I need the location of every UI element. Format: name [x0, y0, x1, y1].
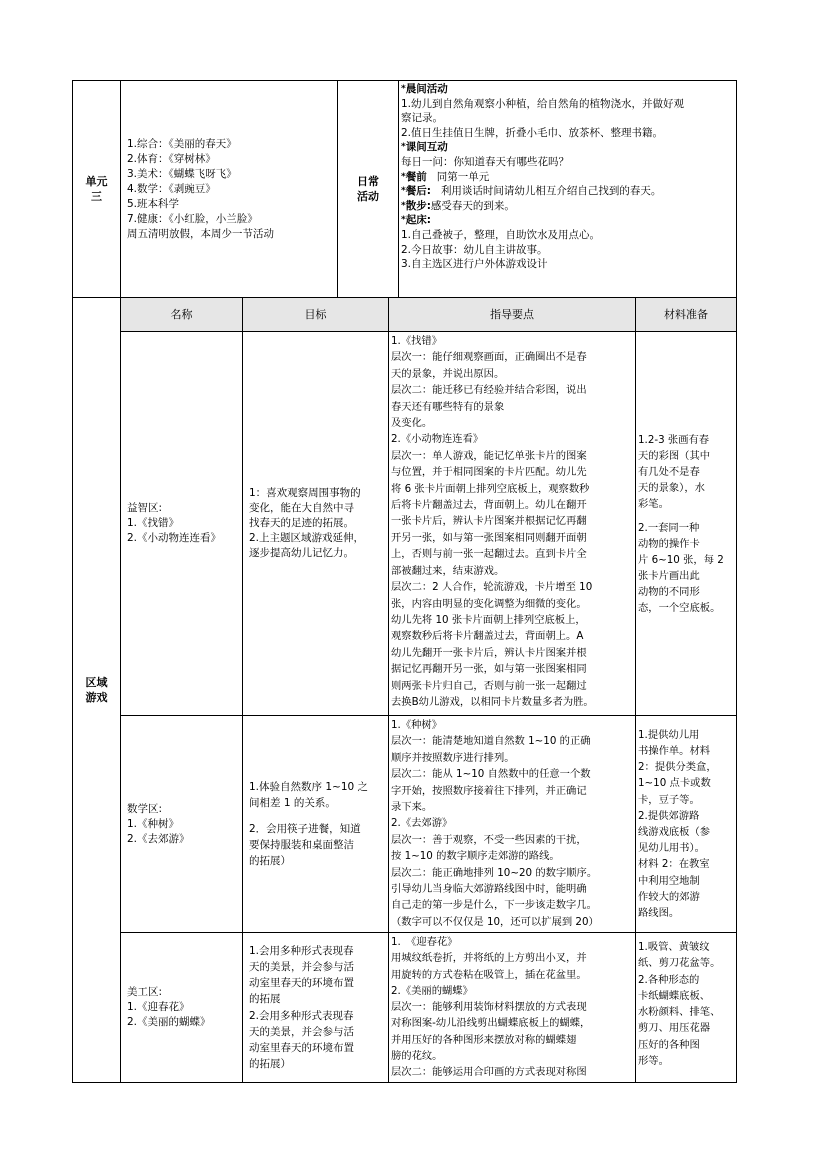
material-line: 剪刀、用压花器	[638, 1022, 711, 1035]
break-title: *课间互动	[401, 141, 448, 154]
material-line: 线游戏底板（参	[638, 826, 711, 838]
guide-line: 2.《美丽的蝴蝶》	[391, 984, 473, 997]
material-line: 压好的各种图	[638, 1038, 700, 1051]
guide-line: 观察数秒后将卡片翻盖过去，背面朝上。A	[391, 630, 584, 643]
area-name-cell	[121, 716, 243, 933]
guide-line: 层次一：单人游戏，能记忆单张卡片的图案	[391, 449, 587, 462]
guide-line: （数字可以不仅仅是 10，还可以扩展到 20）	[391, 915, 599, 928]
course-item: 1.综合：《美丽的春天》	[127, 137, 237, 150]
material-line: 1.吸管、黄皱纹	[638, 941, 710, 953]
course-item: 2.体育：《穿树林》	[127, 152, 216, 165]
break-line: 每日一问：你知道春天有哪些花吗？	[401, 155, 569, 168]
goal-line: 的拓展	[249, 993, 281, 1006]
unit-label-line-1: 单元	[85, 175, 108, 188]
guide-line: 将 6 张卡片面朝上排列空底板上，观察数秒	[391, 482, 590, 495]
material-cell	[636, 933, 737, 1083]
material-line: 卡，豆子等。	[638, 793, 700, 806]
goal-line	[249, 811, 386, 821]
unit-label-cell	[73, 81, 121, 298]
goal-line: 2.会用多种形式表现春	[249, 1009, 354, 1022]
guide-line: 膀的花纹。	[391, 1050, 443, 1063]
area-name-cell	[121, 332, 243, 716]
area-label-line-1: 区域	[85, 676, 108, 689]
table-row	[73, 716, 737, 933]
morning-line: 察记录。	[401, 112, 443, 125]
guide-line: 层次一：能仔细观察画面，正确圈出不是春	[391, 351, 587, 364]
course-item: 7.健康：《小红脸，小兰脸》	[127, 212, 258, 225]
course-item: 5.班本科学	[127, 197, 180, 210]
guide-line: 则两张卡片归自己，否则与前一张一起翻过	[391, 679, 587, 692]
guide-line: 幼儿先翻开一张卡片后，辨认卡片图案并根	[391, 646, 587, 659]
goal-line: 1.会用多种形式表现春	[249, 944, 354, 957]
material-line: 天的彩图（其中	[638, 449, 711, 462]
material-line: 动物的操作卡	[638, 537, 700, 550]
guide-line: 1. 《迎春花》	[391, 936, 458, 948]
guide-cell	[389, 933, 636, 1083]
area-name-line: 数学区:	[127, 802, 163, 815]
material-line: 张卡片画出此	[638, 569, 700, 582]
area-name-line: 益智区:	[127, 502, 163, 514]
header-material: 材料准备	[636, 298, 737, 332]
guide-line: 与位置，并于相同图案的卡片匹配。幼儿先	[391, 466, 587, 479]
guide-line: 及变化。	[391, 417, 433, 430]
guide-line: 用旋转的方式卷粘在吸管上，插在花盆里。	[391, 968, 587, 981]
material-line: 1.提供幼儿用	[638, 728, 700, 741]
guide-line: 层次二：能从 1~10 自然数中的任意一个数	[391, 768, 591, 781]
material-line: 作较大的郊游	[638, 890, 700, 903]
goal-line: 要保持服装和桌面整洁	[249, 839, 354, 851]
material-cell	[636, 332, 737, 716]
unit-schedule-table	[72, 80, 737, 298]
area-name-line: 1.《迎春花》	[127, 1001, 190, 1013]
guide-line: 层次一：能清楚地知道自然数 1~10 的正确	[391, 735, 591, 748]
guide-line: 引导幼儿当身临大郊游路线图中时，能明确	[391, 883, 587, 896]
guide-line: 自己走的第一步是什么，下一步该走数字几。	[391, 899, 597, 912]
guide-line: 部被翻过来，结束游戏。	[391, 564, 505, 577]
daily-label-line-1: 日常	[357, 175, 379, 188]
wake-line: 1.自己叠被子，整理，自助饮水及用点心。	[401, 228, 601, 241]
material-line: 见幼儿用书）。	[638, 842, 705, 855]
goal-line: 的拓展）	[249, 855, 291, 867]
guide-cell	[389, 332, 636, 716]
material-line: 纸、剪刀花盆等。	[638, 957, 721, 970]
header-name: 名称	[121, 298, 243, 332]
goal-line: 动室里春天的环境布置	[249, 1041, 354, 1054]
header-guide: 指导要点	[389, 298, 636, 332]
area-name-line: 1.《找错》	[127, 517, 180, 529]
guide-line: 按 1~10 的数字顺序走郊游的路线。	[391, 850, 560, 863]
course-item: 3.美术：《蝴蝶飞呀飞》	[127, 167, 237, 180]
goal-line: 2.上主题区域游戏延伸，	[249, 532, 365, 544]
material-line: 彩笔。	[638, 497, 669, 510]
guide-line: 2.《去郊游》	[391, 817, 453, 830]
walk-line: *散步:感受春天的到来。	[401, 199, 515, 212]
guide-line: 对称图案-幼儿沿线剪出蝴蝶底板上的蝴蝶，	[391, 1017, 591, 1030]
guide-line: 张，内容由明显的变化调整为细微的变化。	[391, 597, 587, 610]
material-line: 1.2-3 张画有春	[638, 433, 710, 446]
area-games-table	[72, 297, 737, 1083]
area-name-line: 1.《种树》	[127, 817, 180, 830]
goal-line: 1.体验自然数序 1~10 之	[249, 781, 369, 793]
course-item: 周五清明放假，本周少一节活动	[127, 227, 274, 240]
guide-cell	[389, 716, 636, 933]
area-name-line: 美工区:	[127, 986, 163, 998]
material-line: 片 6~10 张，每 2	[638, 553, 724, 566]
guide-line: 去换B幼儿游戏，以相同卡片数量多者为胜。	[391, 695, 594, 708]
material-line: 态，一个空底板。	[638, 601, 721, 614]
guide-line: 层次一：能够利用装饰材料摆放的方式表现	[391, 1001, 587, 1014]
wake-title: *起床:	[401, 214, 431, 227]
course-item: 4.数学：《剥豌豆》	[127, 182, 216, 195]
daily-label-cell	[338, 81, 399, 298]
daily-activities-cell	[399, 81, 737, 298]
area-label-cell	[73, 298, 121, 1083]
material-line: 2：提供分类盒，	[638, 761, 717, 774]
area-name-line: 2.《小动物连连看》	[127, 532, 222, 544]
guide-line: 层次二：能够运用合印画的方式表现对称图	[391, 1066, 587, 1079]
material-line: 形等。	[638, 1055, 669, 1068]
goal-line: 变化，能在大自然中寻	[249, 502, 354, 514]
goal-line: 找春天的足迹的拓展。	[249, 517, 354, 529]
course-list-cell	[121, 81, 338, 298]
guide-line: 字开始，按照数序接着往下排列，并正确记	[391, 784, 587, 797]
table-row	[73, 332, 737, 716]
material-line: 中利用空地制	[638, 874, 700, 887]
table-row	[73, 933, 737, 1083]
guide-line: 上，否则与前一张一起翻过去。直到卡片全	[391, 548, 587, 561]
goal-line: 2．会用筷子进餐，知道	[249, 823, 361, 835]
material-line: 天的景象），水	[638, 481, 705, 494]
guide-line: 春天还有哪些特有的景象	[391, 400, 505, 413]
guide-line: 2.《小动物连连看》	[391, 433, 484, 446]
material-line: 2.一套同一种	[638, 521, 700, 534]
material-line: 卡纸蝴蝶底板、	[638, 989, 711, 1002]
goal-line: 逐步提高幼儿记忆力。	[249, 547, 354, 559]
guide-line: 层次二：2 人合作，轮流游戏，卡片增至 10	[391, 581, 593, 594]
wake-line: 2.今日故事：幼儿自主讲故事。	[401, 243, 548, 256]
guide-line: 1.《找错》	[391, 335, 443, 347]
material-line: 1~10 点卡或数	[638, 777, 711, 790]
goal-cell	[243, 716, 389, 933]
morning-line: 1.幼儿到自然角观察小种植，给自然角的植物浇水，并做好观	[401, 97, 685, 110]
daily-label-line-2: 活动	[357, 190, 379, 203]
guide-line: 一张卡片后，辨认卡片图案并根据记忆再翻	[391, 515, 587, 528]
goal-cell	[243, 332, 389, 716]
material-line	[638, 512, 734, 520]
prefood-line: *餐前 同第一单元	[401, 170, 490, 183]
guide-line: 层次二：能迁移已有经验并结合彩图，说出	[391, 384, 587, 397]
guide-line: 1.《种树》	[391, 719, 443, 731]
guide-line: 用城纹纸卷折，并将纸的上方剪出小叉，并	[391, 952, 587, 965]
morning-line: 2.值日生挂值日生牌，折叠小毛巾、放茶杯、整理书籍。	[401, 126, 664, 139]
material-cell	[636, 716, 737, 933]
goal-line: 动室里春天的环境布置	[249, 977, 354, 990]
area-name-cell	[121, 933, 243, 1083]
goal-line: 天的美景，并会参与活	[249, 1025, 354, 1038]
area-label-line-2: 游戏	[85, 691, 108, 704]
material-line: 2.提供郊游路	[638, 809, 700, 822]
wake-line: 3.自主选区进行户外体游戏设计	[401, 258, 548, 271]
goal-line: 的拓展）	[249, 1058, 291, 1071]
material-line: 有几处不是春	[638, 465, 700, 478]
unit-label-line-2: 三	[91, 190, 102, 203]
header-goal: 目标	[243, 298, 389, 332]
area-name-line: 2.《美丽的蝴蝶》	[127, 1016, 211, 1028]
material-line: 动物的不同形	[638, 585, 700, 598]
guide-line: 开另一张，如与第一张图案相同则翻开面朝	[391, 531, 587, 544]
goal-cell	[243, 933, 389, 1083]
material-line: 2.各种形态的	[638, 973, 700, 986]
guide-line: 后将卡片翻盖过去，背面朝上。幼儿在翻开	[391, 499, 587, 512]
guide-line: 天的景象，并说出原因。	[391, 367, 505, 380]
material-line: 书操作单。材料	[638, 744, 711, 757]
material-line: 水粉颜料、排笔、	[638, 1006, 721, 1019]
material-line: 路线图。	[638, 907, 680, 920]
guide-line: 层次二：能正确地排列 10~20 的数字顺序。	[391, 866, 598, 879]
morning-title: *晨间活动	[401, 83, 448, 95]
goal-line: 1：喜欢观察周围事物的	[249, 487, 361, 499]
goal-line: 间相差 1 的关系。	[249, 797, 336, 809]
goal-line: 天的美景，并会参与活	[249, 960, 354, 973]
guide-line: 层次一：善于观察，不受一些因素的干扰，	[391, 833, 587, 846]
area-name-line: 2.《去郊游》	[127, 832, 190, 845]
afterfood-line: *餐后: 利用谈话时间请幼儿相互介绍自己找到的春天。	[401, 185, 662, 198]
guide-line: 并用压好的各种图形来摆放对称的蝴蝶翅	[391, 1033, 577, 1046]
guide-line: 据记忆再翻开另一张，如与第一张图案相同	[391, 663, 587, 676]
guide-line: 顺序并按照数序进行排列。	[391, 751, 515, 764]
guide-line: 幼儿先将 10 张卡片面朝上排列空底板上，	[391, 613, 586, 626]
guide-line: 录下来。	[391, 801, 433, 814]
material-line: 材料 2：在教室	[638, 858, 710, 871]
